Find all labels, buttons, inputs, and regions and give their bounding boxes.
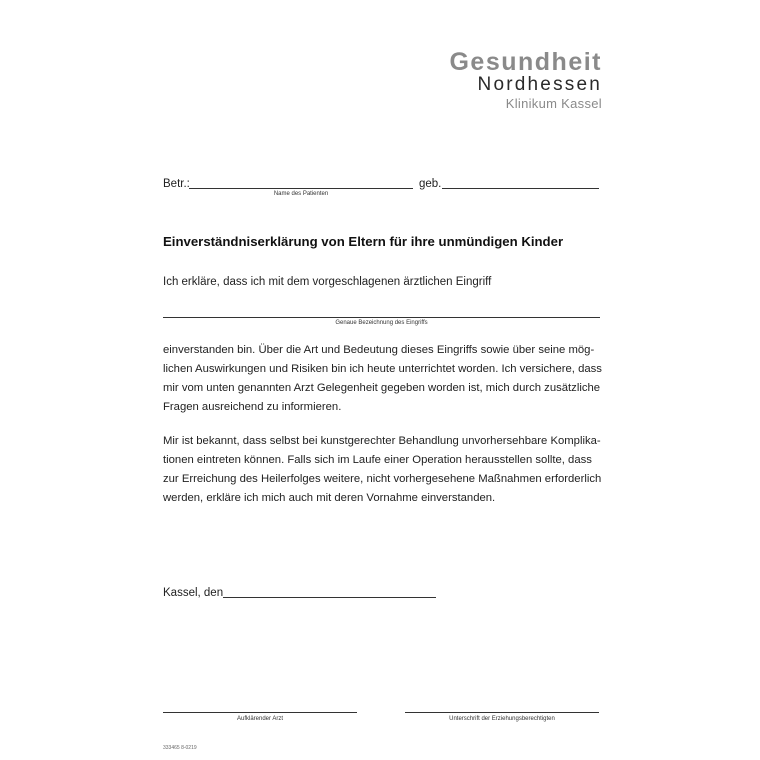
procedure-line[interactable]	[163, 317, 600, 318]
patient-name-caption: Name des Patienten	[273, 191, 329, 197]
guardian-signature-line[interactable]	[405, 712, 599, 713]
procedure-caption: Genaue Bezeichnung des Eingriffs	[335, 320, 428, 326]
date-line[interactable]	[223, 597, 436, 598]
logo-line-nordhessen: Nordhessen	[477, 74, 602, 95]
paragraph-line: Mir ist bekannt, dass selbst bei kunstgerechter Behandlung unvorhersehbare Komplika-	[163, 435, 601, 447]
paragraph-line: werden, erkläre ich mich auch mit deren Vornahme einverstanden.	[163, 492, 496, 504]
date-label: Kassel, den	[163, 587, 224, 599]
paragraph-line: tionen eintreten können. Falls sich im Laufe einer Operation herausstellen sollte, dass	[163, 454, 592, 466]
intro-text: Ich erkläre, dass ich mit dem vorgeschlagenen ärztlichen Eingriff	[163, 276, 492, 288]
paragraph-line: Fragen ausreichend zu informieren.	[163, 401, 342, 413]
paragraph-line: zur Erreichung des Heilerfolges weitere, nicht vorhergesehene Maßnahmen erforderlich	[163, 473, 602, 485]
paragraph-line: einverstanden bin. Über die Art und Bedeutung dieses Eingriffs sowie über seine mög-	[163, 344, 595, 356]
geb-label: geb.	[419, 178, 442, 190]
form-title: Einverständniserklärung von Eltern für ihre unmündigen Kinder	[163, 234, 564, 249]
logo-line-gesundheit: Gesundheit	[449, 48, 602, 76]
guardian-signature-caption: Unterschrift der Erziehungsberechtigten	[449, 716, 555, 722]
paragraph-line: lichen Auswirkungen und Risiken bin ich heute unterrichtet worden. Ich versichere, dass	[163, 363, 602, 375]
paragraph-risks	[163, 432, 600, 508]
clinic-logo	[449, 50, 602, 110]
logo-line-klinikum: Klinikum Kassel	[505, 96, 602, 111]
paragraph-consent	[163, 341, 600, 417]
doctor-signature-line[interactable]	[163, 712, 357, 713]
patient-name-line[interactable]	[189, 188, 413, 189]
birthdate-line[interactable]	[442, 188, 599, 189]
doctor-signature-caption: Aufklärender Arzt	[236, 716, 284, 722]
paragraph-line: mir vom unten genannten Arzt Gelegenheit gegeben worden ist, mich durch zusätzliche	[163, 382, 601, 394]
betr-label: Betr.:	[163, 178, 190, 190]
form-code: 333465 8-0219	[163, 745, 197, 751]
